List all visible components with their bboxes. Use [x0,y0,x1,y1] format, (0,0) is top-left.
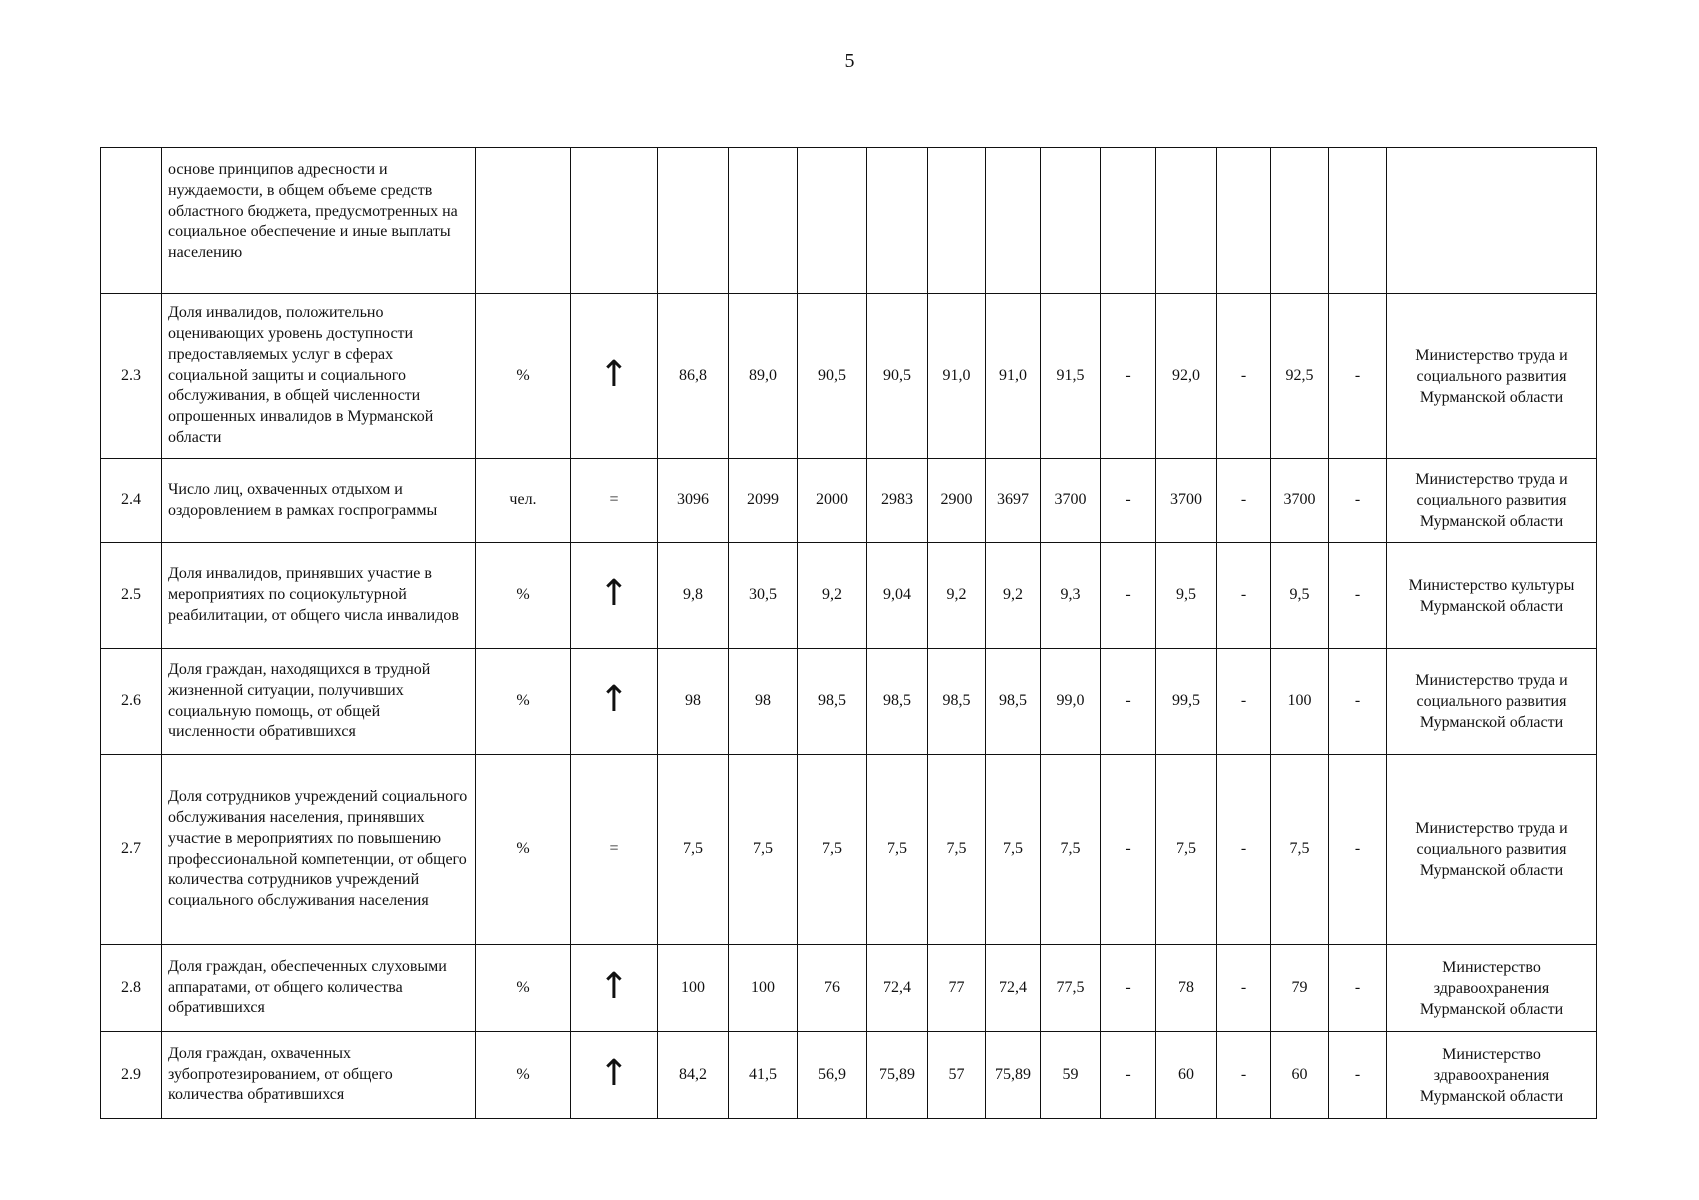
responsible-cell: Министерство труда и социального развития Мурманской области [1387,755,1597,945]
value-cell: 92,5 [1271,294,1329,459]
value-cell: 41,5 [729,1032,798,1119]
unit-cell: % [476,543,571,649]
table-row [101,1032,1597,1119]
value-cell: 60 [1271,1032,1329,1119]
value-cell [1217,148,1271,294]
value-cell: - [1101,543,1156,649]
value-cell [729,148,798,294]
value-cell: 7,5 [1041,755,1101,945]
table-row [101,543,1597,649]
value-cell: 98 [658,649,729,755]
value-cell [986,148,1041,294]
value-cell: 100 [729,945,798,1032]
value-cell: 3700 [1041,459,1101,543]
value-cell: 99,0 [1041,649,1101,755]
unit-cell: % [476,649,571,755]
responsible-cell: Министерство культуры Мурманской области [1387,543,1597,649]
value-cell [1329,148,1387,294]
value-cell: 59 [1041,1032,1101,1119]
value-cell: - [1329,543,1387,649]
unit-cell: % [476,294,571,459]
unit-cell: % [476,755,571,945]
value-cell: 3700 [1271,459,1329,543]
value-cell: - [1217,459,1271,543]
value-cell: - [1329,459,1387,543]
value-cell: 72,4 [986,945,1041,1032]
row-number-cell: 2.9 [101,1032,162,1119]
row-number-cell: 2.4 [101,459,162,543]
trend-cell [571,755,658,945]
value-cell [1271,148,1329,294]
trend-cell [571,945,658,1032]
value-cell: 92,0 [1156,294,1217,459]
value-cell: - [1217,294,1271,459]
value-cell [1156,148,1217,294]
value-cell: 91,0 [986,294,1041,459]
value-cell: 100 [658,945,729,1032]
value-cell: 91,0 [928,294,986,459]
trend-cell [571,649,658,755]
value-cell: 90,5 [798,294,867,459]
value-cell: 7,5 [867,755,928,945]
row-number-cell: 2.7 [101,755,162,945]
value-cell: 9,2 [986,543,1041,649]
value-cell: 98,5 [798,649,867,755]
trend-cell [571,543,658,649]
value-cell: 7,5 [729,755,798,945]
value-cell: 89,0 [729,294,798,459]
trend-indicator: = [609,840,619,858]
trend-cell [571,459,658,543]
value-cell: - [1101,1032,1156,1119]
value-cell: 7,5 [658,755,729,945]
responsible-cell: Министерство труда и социального развития Мурманской области [1387,294,1597,459]
row-number-cell: 2.5 [101,543,162,649]
value-cell: 7,5 [986,755,1041,945]
value-cell: 2099 [729,459,798,543]
value-cell: - [1217,543,1271,649]
value-cell: 9,04 [867,543,928,649]
indicator-name-cell: Доля инвалидов, положительно оценивающих уровень доступности предоставляемых услуг в сферах социальной защиты и социального обслуживания, в общей численности опрошенных инвалидов в Мурманской области [162,294,476,459]
value-cell: 2900 [928,459,986,543]
value-cell: 75,89 [867,1032,928,1119]
value-cell: 90,5 [867,294,928,459]
value-cell: - [1101,459,1156,543]
value-cell: 56,9 [798,1032,867,1119]
table-row [101,649,1597,755]
value-cell: 77,5 [1041,945,1101,1032]
value-cell [798,148,867,294]
unit-cell: % [476,945,571,1032]
indicator-name-cell: Доля граждан, находящихся в трудной жизненной ситуации, получивших социальную помощь, от общей численности обратившихся [162,649,476,755]
value-cell: - [1329,945,1387,1032]
arrow-up-icon: ↑ [598,965,630,1007]
trend-cell [571,1032,658,1119]
value-cell: - [1101,294,1156,459]
responsible-cell: Министерство здравоохранения Мурманской области [1387,945,1597,1032]
value-cell: - [1101,945,1156,1032]
table-row [101,148,1597,294]
table-row [101,755,1597,945]
value-cell: 2983 [867,459,928,543]
indicator-name-cell: Доля инвалидов, принявших участие в мероприятиях по социокультурной реабилитации, от общего числа инвалидов [162,543,476,649]
trend-indicator: = [609,491,619,509]
value-cell: - [1329,649,1387,755]
value-cell: 100 [1271,649,1329,755]
value-cell: 7,5 [798,755,867,945]
value-cell: 3700 [1156,459,1217,543]
value-cell: - [1329,294,1387,459]
value-cell: - [1217,945,1271,1032]
value-cell: - [1217,1032,1271,1119]
value-cell: 98,5 [986,649,1041,755]
indicator-name-cell: основе принципов адресности и нуждаемости, в общем объеме средств областного бюджета, предусмотренных на социальное обеспечение и иные выплаты населению [162,148,476,294]
table-row [101,294,1597,459]
value-cell [928,148,986,294]
arrow-up-icon: ↑ [598,679,630,721]
table-row [101,459,1597,543]
unit-cell [476,148,571,294]
indicator-name-cell: Доля граждан, охваченных зубопротезированием, от общего количества обратившихся [162,1032,476,1119]
value-cell: 9,5 [1156,543,1217,649]
value-cell: 30,5 [729,543,798,649]
value-cell: 57 [928,1032,986,1119]
value-cell: 98 [729,649,798,755]
unit-cell: % [476,1032,571,1119]
value-cell: 84,2 [658,1032,729,1119]
value-cell: 2000 [798,459,867,543]
value-cell: 9,2 [928,543,986,649]
value-cell [1041,148,1101,294]
value-cell: 72,4 [867,945,928,1032]
value-cell: - [1101,649,1156,755]
value-cell: - [1101,755,1156,945]
value-cell [1101,148,1156,294]
trend-cell [571,294,658,459]
value-cell: 7,5 [1156,755,1217,945]
value-cell: - [1329,755,1387,945]
value-cell: - [1217,649,1271,755]
value-cell: 9,8 [658,543,729,649]
row-number-cell: 2.6 [101,649,162,755]
value-cell: - [1217,755,1271,945]
table-row [101,945,1597,1032]
value-cell: 91,5 [1041,294,1101,459]
value-cell: 98,5 [867,649,928,755]
value-cell: 9,5 [1271,543,1329,649]
value-cell: 99,5 [1156,649,1217,755]
value-cell: 75,89 [986,1032,1041,1119]
value-cell: 79 [1271,945,1329,1032]
value-cell [658,148,729,294]
row-number-cell [101,148,162,294]
trend-cell [571,148,658,294]
value-cell: 7,5 [928,755,986,945]
unit-cell: чел. [476,459,571,543]
responsible-cell: Министерство труда и социального развития Мурманской области [1387,649,1597,755]
value-cell: 9,2 [798,543,867,649]
value-cell: 9,3 [1041,543,1101,649]
value-cell: 77 [928,945,986,1032]
value-cell: 86,8 [658,294,729,459]
page-number: 5 [844,50,855,72]
indicators-table [100,147,1597,1119]
value-cell: 76 [798,945,867,1032]
indicator-name-cell: Доля сотрудников учреждений социального обслуживания населения, принявших участие в мероприятиях по повышению профессиональной компетенции, от общего количества сотрудников учреждений социального обслуживания населения [162,755,476,945]
indicator-name-cell: Число лиц, охваченных отдыхом и оздоровлением в рамках госпрограммы [162,459,476,543]
row-number-cell: 2.3 [101,294,162,459]
responsible-cell: Министерство труда и социального развития Мурманской области [1387,459,1597,543]
arrow-up-icon: ↑ [598,353,630,395]
arrow-up-icon: ↑ [598,1052,630,1094]
value-cell: 3697 [986,459,1041,543]
indicator-name-cell: Доля граждан, обеспеченных слуховыми аппаратами, от общего количества обратившихся [162,945,476,1032]
arrow-up-icon: ↑ [598,573,630,615]
responsible-cell [1387,148,1597,294]
value-cell: 98,5 [928,649,986,755]
table-body [101,148,1597,1119]
value-cell: 3096 [658,459,729,543]
row-number-cell: 2.8 [101,945,162,1032]
value-cell: 60 [1156,1032,1217,1119]
value-cell: - [1329,1032,1387,1119]
value-cell: 7,5 [1271,755,1329,945]
value-cell [867,148,928,294]
responsible-cell: Министерство здравоохранения Мурманской области [1387,1032,1597,1119]
value-cell: 78 [1156,945,1217,1032]
